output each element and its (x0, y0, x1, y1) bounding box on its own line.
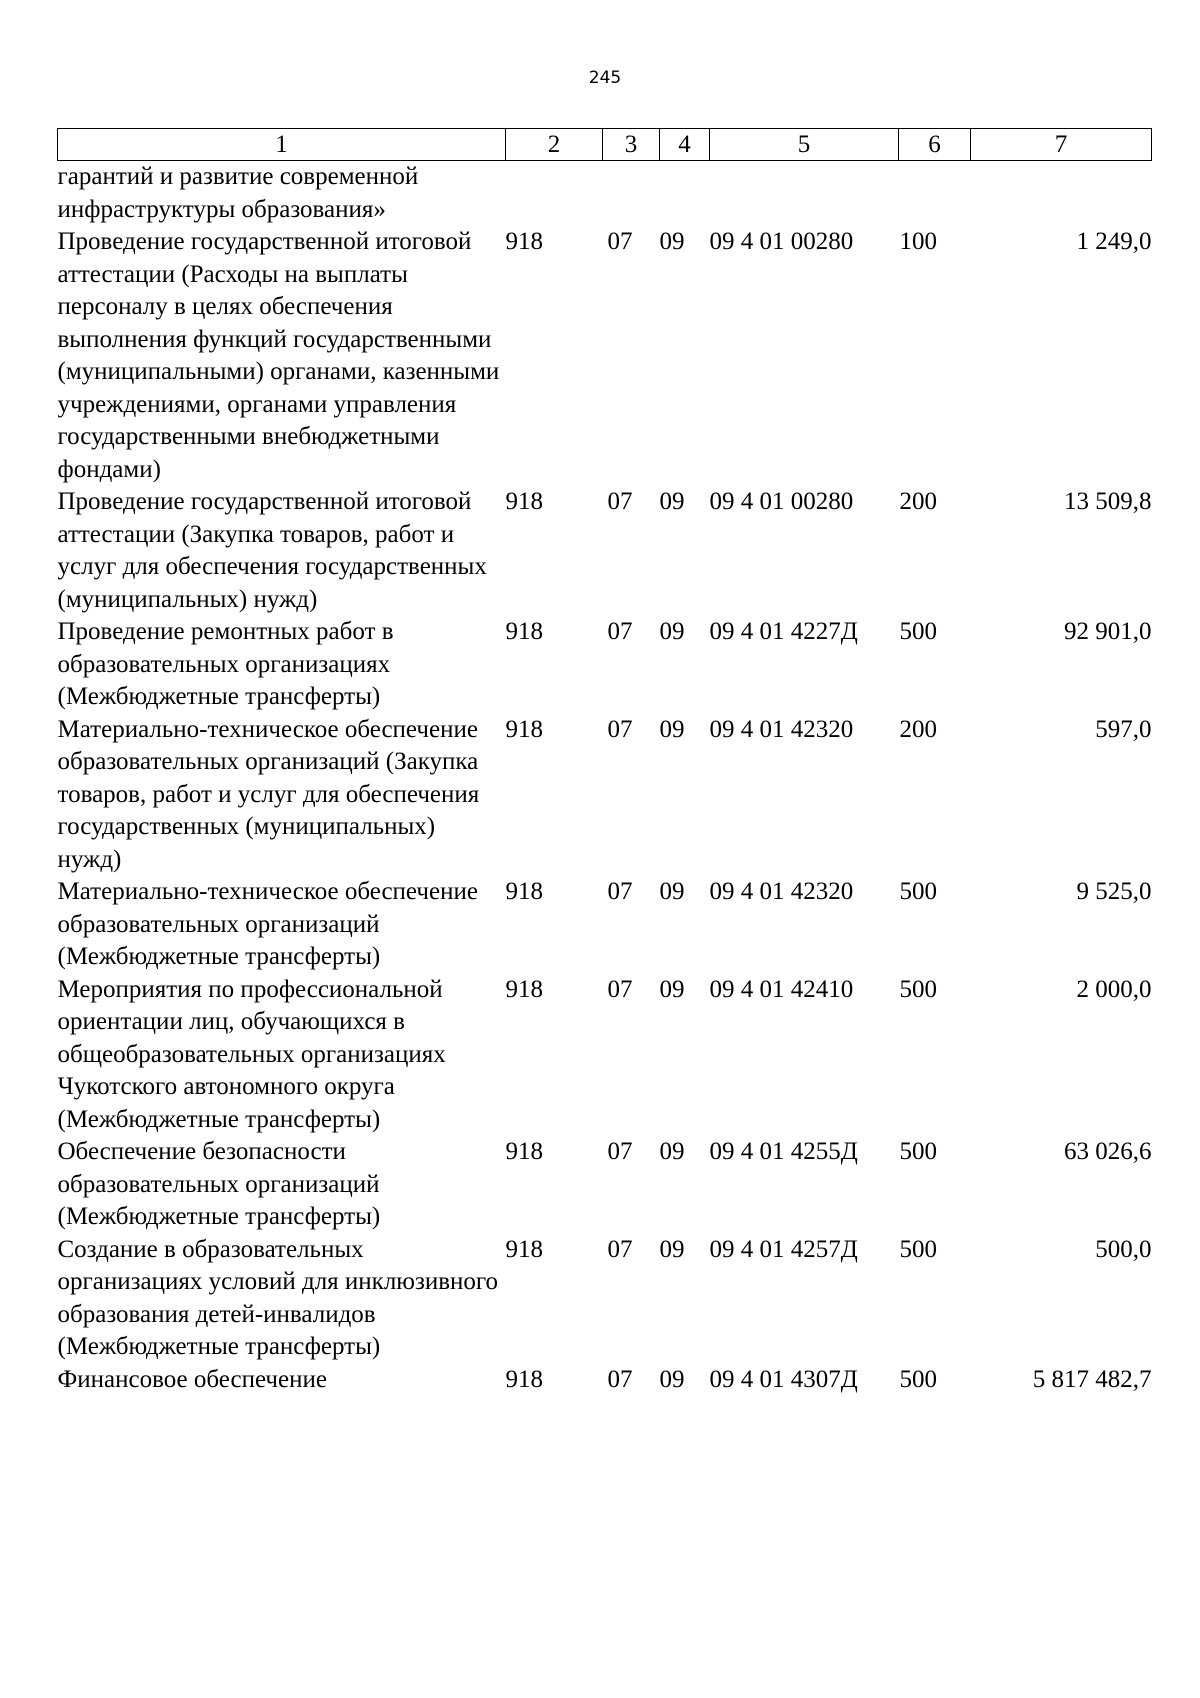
row-ministry-code: 918 (505, 488, 543, 515)
row-name: Финансовое обеспечение (57, 1365, 327, 1393)
table-row (58, 714, 1152, 877)
row-expense-type: 100 (899, 228, 937, 255)
row-name: Создание в образовательных организациях условий для инклюзивного образования детей-инвалидов (Межбюджетные трансферты) (57, 1235, 499, 1360)
table-body (58, 161, 1152, 1397)
header-cell-4: 4 (660, 129, 710, 161)
header-cell-6: 6 (899, 129, 971, 161)
row-ministry-code: 918 (505, 1138, 543, 1165)
row-name: Материально-техническое обеспечение образовательных организаций (Закупка товаров, работ и услуг для обеспечения государственных (муниципальных) нужд) (57, 715, 480, 873)
row-target-article: 09 4 01 00280 (709, 228, 854, 255)
row-amount: 597,0 (1095, 715, 1152, 743)
row-expense-type: 500 (899, 975, 937, 1003)
table-row (58, 1364, 1152, 1397)
row-section-code: 07 (607, 1235, 633, 1263)
row-target-article: 09 4 01 4255Д (709, 1138, 858, 1165)
row-expense-type: 200 (899, 715, 937, 743)
row-section-code: 07 (607, 228, 633, 255)
row-subsection-code: 09 (659, 618, 685, 645)
row-section-code: 07 (607, 618, 633, 645)
page-number: 245 (588, 68, 622, 88)
header-cell-1: 1 (58, 129, 506, 161)
table-row (58, 486, 1152, 616)
row-ministry-code: 918 (505, 228, 543, 255)
row-name: Проведение государственной итоговой аттестации (Расходы на выплаты персоналу в целях обеспечения выполнения функций государственными (муниципальными) органами, казенными учреждениями, органами управления государственными внебюджетными фондами) (57, 228, 500, 483)
row-target-article: 09 4 01 4307Д (709, 1365, 858, 1393)
row-subsection-code: 09 (659, 1138, 685, 1165)
row-name: Проведение ремонтных работ в образовательных организациях (Межбюджетные трансферты) (57, 618, 394, 710)
row-section-code: 07 (607, 715, 633, 743)
row-expense-type: 500 (899, 1365, 937, 1393)
row-ministry-code: 918 (505, 1365, 543, 1393)
header-cell-7: 7 (971, 129, 1152, 161)
row-ministry-code: 918 (505, 618, 543, 645)
header-cell-2: 2 (506, 129, 603, 161)
row-section-code: 07 (607, 1365, 633, 1393)
row-section-code: 07 (607, 488, 633, 515)
row-expense-type: 500 (899, 618, 937, 645)
row-name: гарантий и развитие современной инфраструктуры образования» (57, 163, 419, 223)
row-ministry-code (506, 161, 603, 227)
row-subsection-code (660, 161, 710, 227)
row-name: Материально-техническое обеспечение образовательных организаций (Межбюджетные трансферты) (57, 878, 478, 970)
row-section-code (603, 161, 660, 227)
header-cell-3: 3 (603, 129, 660, 161)
row-subsection-code: 09 (659, 228, 685, 255)
budget-table (57, 128, 1152, 1396)
row-subsection-code: 09 (659, 878, 685, 905)
row-amount: 92 901,0 (1064, 618, 1152, 645)
row-amount: 1 249,0 (1076, 228, 1152, 255)
row-section-code: 07 (607, 1138, 633, 1165)
row-expense-type (899, 161, 971, 227)
row-target-article: 09 4 01 42410 (709, 975, 854, 1003)
table-row (58, 974, 1152, 1137)
row-name: Мероприятия по профессиональной ориентации лиц, обучающихся в общеобразовательных организациях Чукотского автономного округа (Межбюджетные трансферты) (57, 975, 446, 1133)
row-ministry-code: 918 (505, 975, 543, 1003)
row-target-article: 09 4 01 00280 (709, 488, 854, 515)
table-row (58, 161, 1152, 227)
header-cell-5: 5 (710, 129, 899, 161)
row-target-article: 09 4 01 4227Д (709, 618, 858, 645)
row-amount: 9 525,0 (1076, 878, 1152, 905)
row-amount: 13 509,8 (1064, 488, 1152, 515)
row-expense-type: 500 (899, 878, 937, 905)
row-subsection-code: 09 (659, 1235, 685, 1263)
header-row (58, 129, 1152, 161)
row-expense-type: 500 (899, 1235, 937, 1263)
row-name: Проведение государственной итоговой аттестации (Закупка товаров, работ и услуг для обеспечения государственных (муниципальных) нужд) (57, 488, 487, 613)
row-amount: 63 026,6 (1064, 1138, 1152, 1165)
row-target-article: 09 4 01 42320 (709, 878, 854, 905)
table-row (58, 1136, 1152, 1234)
row-ministry-code: 918 (505, 878, 543, 905)
row-expense-type: 200 (899, 488, 937, 515)
row-subsection-code: 09 (659, 1365, 685, 1393)
row-expense-type: 500 (899, 1138, 937, 1165)
table-row (58, 616, 1152, 714)
row-target-article: 09 4 01 42320 (709, 715, 854, 743)
row-amount (971, 161, 1152, 227)
row-amount: 2 000,0 (1076, 975, 1152, 1003)
row-amount: 500,0 (1095, 1235, 1152, 1263)
table-header (58, 129, 1152, 161)
row-target-article (710, 161, 899, 227)
row-amount: 5 817 482,7 (1032, 1365, 1152, 1393)
row-section-code: 07 (607, 975, 633, 1003)
table-row (58, 876, 1152, 974)
row-ministry-code: 918 (505, 1235, 543, 1263)
row-name: Обеспечение безопасности образовательных организаций (Межбюджетные трансферты) (57, 1138, 381, 1230)
row-subsection-code: 09 (659, 488, 685, 515)
table-row (58, 1234, 1152, 1364)
row-ministry-code: 918 (505, 715, 543, 743)
row-target-article: 09 4 01 4257Д (709, 1235, 858, 1263)
row-subsection-code: 09 (659, 975, 685, 1003)
row-section-code: 07 (607, 878, 633, 905)
table-row (58, 226, 1152, 486)
row-subsection-code: 09 (659, 715, 685, 743)
